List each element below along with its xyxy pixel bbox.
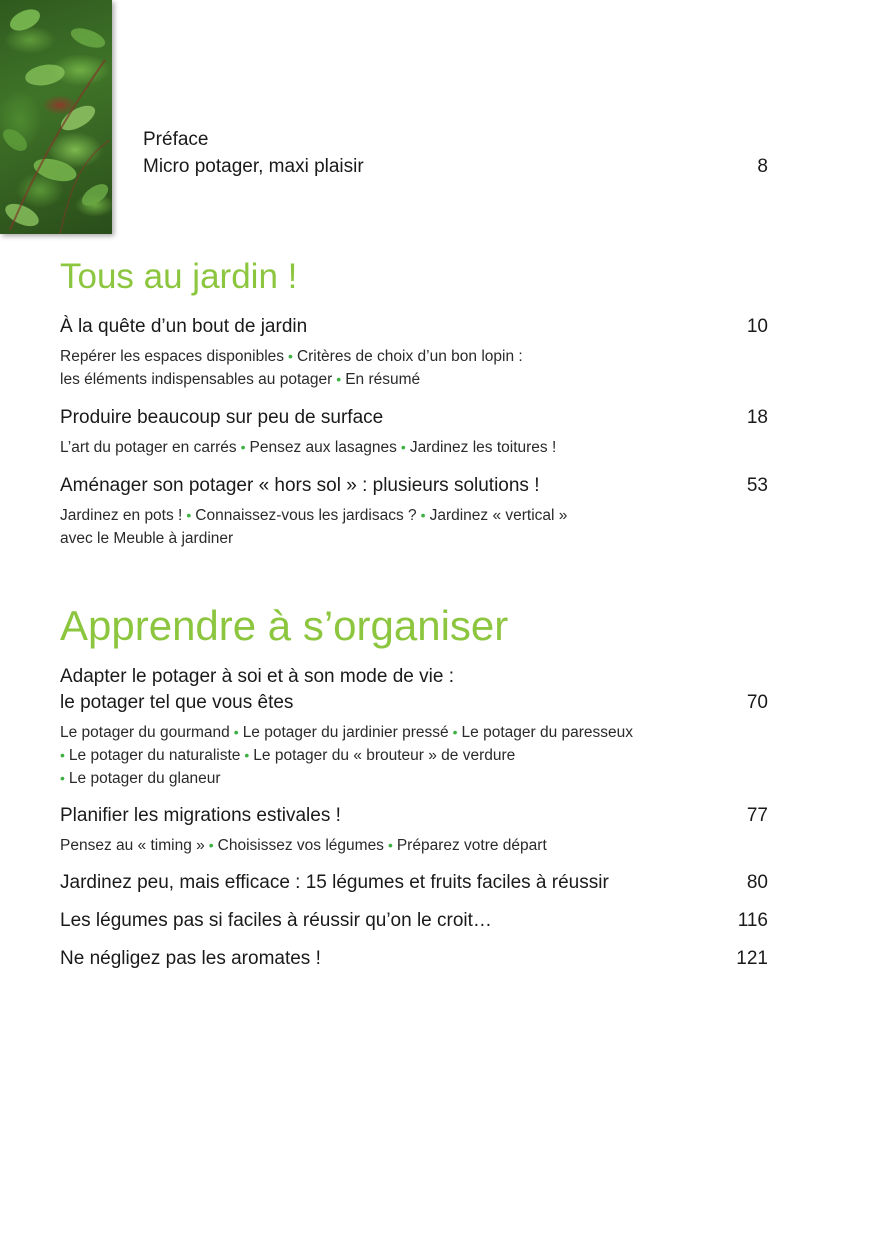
- page-number: 18: [746, 407, 768, 428]
- bullet-icon: •: [387, 837, 393, 853]
- toc-entry[interactable]: [60, 946, 768, 972]
- toc-entry[interactable]: [60, 405, 768, 459]
- subtopic: Pensez au « timing »: [60, 837, 205, 854]
- bullet-icon: •: [452, 724, 458, 740]
- subtopic: L’art du potager en carrés: [60, 439, 237, 456]
- subtopic: Le potager du jardinier pressé: [242, 724, 449, 741]
- section-title: Apprendre à s’organiser: [60, 602, 509, 649]
- toc-entry[interactable]: [60, 664, 768, 790]
- subtopic: Pensez aux lasagnes: [249, 439, 397, 456]
- bullet-icon: •: [336, 371, 342, 387]
- subtopic: Connaissez-vous les jardisacs ?: [195, 507, 417, 524]
- section-apprendre-a-s-organiser: [60, 602, 768, 972]
- bullet-icon: •: [60, 747, 65, 763]
- page-number: 70: [746, 692, 768, 713]
- entry-title-line: le potager tel que vous êtes: [60, 692, 294, 713]
- toc-entry[interactable]: [60, 803, 768, 857]
- entry-title-line: Adapter le potager à soi et à son mode de vie :: [60, 666, 454, 687]
- preface-block: [143, 126, 768, 180]
- entry-title: Planifier les migrations estivales !: [60, 805, 341, 826]
- entry-subtopics: [60, 834, 768, 857]
- entry-title: Aménager son potager « hors sol » : plusieurs solutions !: [60, 475, 540, 496]
- page-number: 116: [737, 910, 768, 931]
- subtopic: Jardinez les toitures !: [409, 439, 557, 456]
- page-number: 10: [746, 316, 768, 337]
- entry-title: Jardinez peu, mais efficace : 15 légumes et fruits faciles à réussir: [60, 872, 609, 893]
- preface-subtitle: Micro potager, maxi plaisir: [143, 156, 364, 177]
- subtopic: Repérer les espaces disponibles: [60, 348, 285, 365]
- subtopic: Jardinez en pots !: [60, 507, 183, 524]
- subtopic: Critères de choix d’un bon lopin :: [296, 348, 523, 365]
- page-number: 80: [746, 872, 768, 893]
- section-title: Tous au jardin !: [60, 257, 298, 296]
- preface-entry[interactable]: [143, 153, 768, 180]
- section-tous-au-jardin: [60, 256, 768, 550]
- bullet-icon: •: [240, 439, 246, 455]
- page-number: 53: [746, 475, 768, 496]
- bullet-icon: •: [400, 439, 406, 455]
- subtopic: En résumé: [345, 371, 421, 388]
- leaf-photo-art: [0, 0, 112, 234]
- subtopic: Le potager du glaneur: [68, 770, 221, 787]
- entry-subtopics: [60, 436, 768, 459]
- toc-entry[interactable]: [60, 473, 768, 550]
- entry-subtopics: [60, 721, 768, 790]
- bullet-icon: •: [288, 348, 293, 364]
- entry-title: Produire beaucoup sur peu de surface: [60, 407, 384, 428]
- page-number: 121: [736, 948, 768, 969]
- bullet-icon: •: [208, 837, 214, 853]
- toc-entry[interactable]: [60, 870, 768, 896]
- subtopic: Le potager du naturaliste: [68, 747, 241, 764]
- bullet-icon: •: [233, 724, 239, 740]
- subtopic: Le potager du gourmand: [60, 724, 230, 741]
- entry-subtopics: [60, 345, 768, 391]
- bullet-icon: •: [60, 770, 65, 786]
- page-number: 77: [746, 805, 768, 826]
- toc-entry[interactable]: [60, 908, 768, 934]
- toc-entry[interactable]: [60, 314, 768, 391]
- entry-title: Ne négligez pas les aromates !: [60, 948, 321, 969]
- page-number: 8: [757, 156, 768, 177]
- subtopic: Le potager du « brouteur » de verdure: [253, 747, 516, 764]
- bullet-icon: •: [244, 747, 250, 763]
- entry-title: Les légumes pas si faciles à réussir qu’on le croit…: [60, 910, 492, 931]
- preface-title: Préface: [143, 129, 209, 150]
- bullet-icon: •: [420, 507, 426, 523]
- subtopic: avec le Meuble à jardiner: [60, 530, 234, 547]
- subtopic: Préparez votre départ: [396, 837, 547, 854]
- leaf-photo: [0, 0, 112, 234]
- subtopic: Jardinez « vertical »: [429, 507, 568, 524]
- subtopic: les éléments indispensables au potager: [60, 371, 333, 388]
- entry-subtopics: [60, 504, 768, 550]
- bullet-icon: •: [186, 507, 192, 523]
- subtopic: Le potager du paresseux: [461, 724, 634, 741]
- subtopic: Choisissez vos légumes: [217, 837, 384, 854]
- entry-title: À la quête d’un bout de jardin: [60, 316, 308, 337]
